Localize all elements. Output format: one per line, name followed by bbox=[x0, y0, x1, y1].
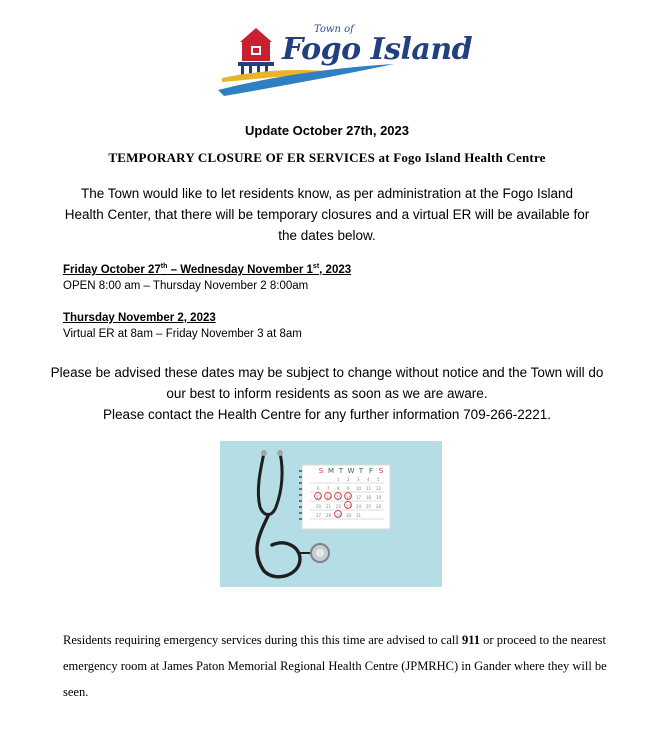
svg-text:15: 15 bbox=[336, 495, 342, 500]
svg-text:16: 16 bbox=[346, 495, 352, 500]
advisory-paragraph bbox=[40, 362, 614, 425]
calendar-header-day: T bbox=[338, 467, 344, 475]
intro-paragraph: The Town would like to let residents know, as per administration at the Fogo Island Health Center, that there will be temporary closures and a virtual ER will be available for the dates below. bbox=[64, 186, 590, 243]
svg-text:13: 13 bbox=[316, 495, 322, 500]
svg-text:11: 11 bbox=[366, 486, 372, 491]
stethoscope-calendar-photo bbox=[220, 441, 442, 587]
advisory-line-1: Please be advised these dates may be subject to change without notice and the Town will do our best to inform residents as soon as we are aware. bbox=[50, 365, 604, 401]
svg-text:8: 8 bbox=[337, 486, 340, 491]
closure-subheading: TEMPORARY CLOSURE OF ER SERVICES at Fogo Island Health Centre bbox=[108, 150, 546, 165]
svg-text:21: 21 bbox=[326, 504, 332, 509]
svg-text:5: 5 bbox=[377, 477, 380, 482]
svg-text:26: 26 bbox=[376, 504, 382, 509]
svg-text:28: 28 bbox=[326, 513, 332, 518]
svg-text:14: 14 bbox=[326, 495, 332, 500]
town-logo bbox=[218, 20, 473, 104]
update-heading: Update October 27th, 2023 bbox=[245, 123, 409, 138]
svg-text:29: 29 bbox=[336, 513, 342, 518]
schedule-1-detail: OPEN 8:00 am – Thursday November 2 8:00am bbox=[63, 279, 309, 292]
svg-text:1: 1 bbox=[337, 477, 340, 482]
svg-text:12: 12 bbox=[376, 486, 382, 491]
schedule-block-2 bbox=[63, 310, 302, 342]
emergency-paragraph: Residents requiring emergency services during this this time are advised to call 911 or proceed to the nearest emergency room at James Paton Memorial Regional Health Centre (JPMRHC) in Gander where they will be seen. bbox=[63, 633, 607, 699]
svg-text:7: 7 bbox=[327, 486, 330, 491]
svg-text:23: 23 bbox=[346, 504, 352, 509]
calendar-header-day: T bbox=[358, 467, 364, 475]
calendar-header-day: F bbox=[368, 467, 374, 475]
svg-text:25: 25 bbox=[366, 504, 372, 509]
calendar-header-day: M bbox=[327, 467, 335, 475]
svg-text:18: 18 bbox=[366, 495, 372, 500]
svg-text:20: 20 bbox=[316, 504, 322, 509]
svg-text:24: 24 bbox=[356, 504, 362, 509]
emergency-number: 911 bbox=[461, 633, 481, 647]
svg-text:2: 2 bbox=[347, 477, 350, 482]
schedule-2-title: Thursday November 2, 2023 bbox=[63, 312, 216, 324]
svg-text:30: 30 bbox=[346, 513, 352, 518]
calendar-header-day: W bbox=[347, 467, 355, 475]
svg-text:31: 31 bbox=[356, 513, 362, 518]
calendar-header bbox=[316, 467, 388, 475]
svg-text:4: 4 bbox=[367, 477, 370, 482]
schedule-2-detail: Virtual ER at 8am – Friday November 3 at 8am bbox=[63, 328, 302, 340]
logo-small-text: Town of bbox=[314, 24, 354, 35]
svg-text:6: 6 bbox=[317, 486, 320, 491]
svg-text:3: 3 bbox=[357, 477, 360, 482]
svg-text:27: 27 bbox=[316, 513, 322, 518]
stethoscope-icon bbox=[220, 441, 442, 587]
logo-main-text: Fogo Island bbox=[282, 32, 473, 67]
schedule-block-1 bbox=[63, 259, 351, 294]
schedule-1-title: Friday October 27th – Wednesday November 1st, 2023 bbox=[63, 263, 352, 276]
svg-text:17: 17 bbox=[356, 495, 362, 500]
advisory-line-2: Please contact the Health Centre for any further information 709-266-2221. bbox=[102, 407, 551, 422]
svg-text:22: 22 bbox=[336, 504, 342, 509]
svg-text:19: 19 bbox=[376, 495, 382, 500]
calendar-header-day: S bbox=[318, 467, 324, 475]
svg-text:9: 9 bbox=[347, 486, 350, 491]
calendar-header-day: S bbox=[378, 467, 384, 475]
svg-text:10: 10 bbox=[356, 486, 362, 491]
